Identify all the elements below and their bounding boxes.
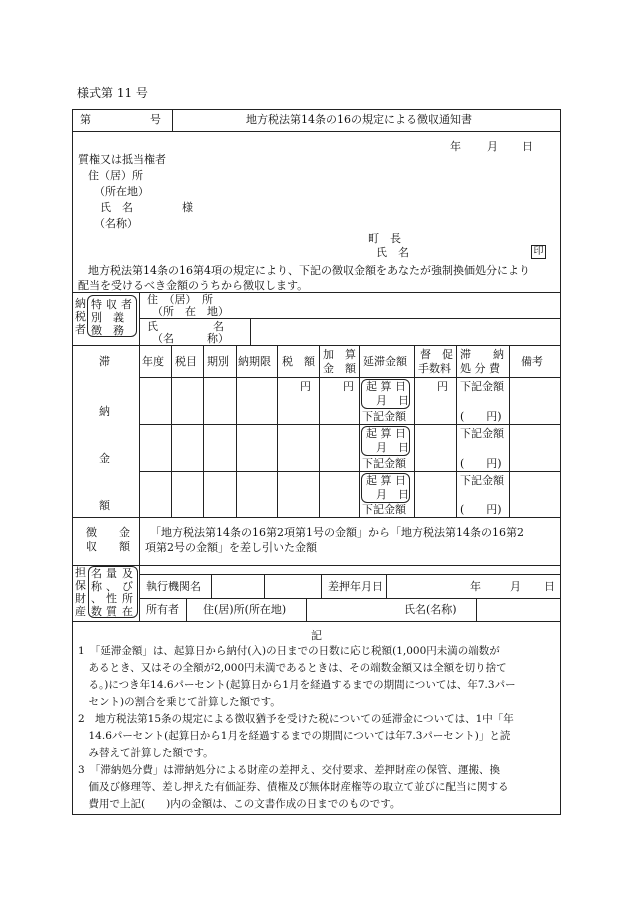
divider (250, 318, 251, 345)
collateral-inner-label: 性 (106, 592, 117, 605)
divider (139, 574, 561, 575)
yen-unit: 円 (343, 380, 354, 393)
collateral-label: 財 (75, 592, 86, 605)
divider (211, 574, 212, 598)
divider (139, 598, 561, 599)
divider (277, 345, 278, 517)
note-line: あるとき、又はその全額が2,000円未満であるときは、その端数金額又は全額を切り捨て (78, 662, 507, 674)
column-header: 手数料 (418, 362, 451, 375)
collateral-inner-label: 、 (91, 592, 102, 605)
note-line: 価及び修理等、差し押えた有価証券、債権及び無体財産権等の取立て並びに配当に関する (78, 781, 509, 793)
special-obligor-label: 務 (113, 324, 124, 337)
taxpayer-address-note: （所 在 地） (152, 305, 229, 318)
column-header: 督 促 (420, 348, 453, 361)
addressee-address-note: （所在地） (94, 185, 149, 198)
collateral-inner-label: び (122, 580, 133, 593)
addressee-name-note: （名称） (94, 217, 138, 230)
note-line: 1 「延滞金額」は、起算日から納付(入)の日までの日数に応じ税額(1,000円未満の端数が (78, 645, 500, 657)
start-date-label: 起 算 日 (366, 474, 406, 487)
below-amount-label: 下記金額 (460, 474, 504, 487)
collection-text: 項第2号の金額」を差し引いた金額 (145, 541, 317, 554)
divider (72, 565, 561, 566)
note-line: 14.6パーセント(起算日から1月を経過するまでの期間については年7.3パーセント)」と読 (78, 730, 511, 742)
taxpayer-label: 者 (75, 323, 86, 336)
addressee-title: 質権又は抵当権者 (78, 153, 166, 166)
collateral-label: 産 (75, 605, 86, 618)
below-amount-yen: ( 円) (460, 410, 502, 423)
divider (306, 598, 307, 621)
executing-agency-label: 執行機関名 (146, 580, 201, 593)
taxpayer-address-label: 住 （居） 所 (147, 293, 213, 306)
collateral-inner-label: 名 (91, 567, 102, 580)
issuer-town-chief: 町 長 (368, 232, 401, 245)
start-date-label: 起 算 日 (366, 380, 406, 393)
start-date-label: 起 算 日 (366, 427, 406, 440)
divider (186, 598, 187, 621)
collateral-inner-label: 質 (106, 605, 117, 618)
below-amount-yen: ( 円) (460, 457, 502, 470)
owner-name-label: 氏名(名称) (404, 603, 457, 616)
month-day-label: 月 日 (376, 394, 409, 407)
taxpayer-name-label: 氏 名 (147, 320, 224, 333)
delinquent-label: 納 (99, 405, 110, 418)
below-amount-label: 下記金額 (362, 457, 406, 470)
divider (321, 574, 322, 598)
divider (203, 345, 204, 517)
collection-text: 「地方税法第14条の16第2項第1号の金額」から「地方税法第14条の16第2 (150, 526, 524, 539)
divider (139, 292, 140, 621)
addressee-honorific: 様 (182, 201, 193, 214)
column-header: 金 額 (323, 362, 356, 375)
collateral-inner-label: 及 (122, 567, 133, 580)
collection-label: 徴 金 (86, 526, 130, 539)
collateral-inner-label: 所 (122, 592, 133, 605)
collateral-inner-label: 、 (106, 580, 117, 593)
below-amount-yen: ( 円) (460, 503, 502, 516)
divider (386, 574, 387, 598)
notes-title: 記 (311, 629, 322, 642)
addressee-address-label: 住（居）所 (88, 169, 143, 182)
body-text-line: 配当を受けるべき金額のうちから徴収します。 (78, 279, 309, 292)
delinquent-label: 滞 (99, 355, 110, 368)
column-header: 延滞金額 (363, 355, 407, 368)
month-day-label: 月 日 (376, 441, 409, 454)
special-obligor-label: 別 (91, 311, 102, 324)
divider (319, 345, 320, 517)
column-header: 税 額 (282, 355, 315, 368)
collateral-label: 保 (75, 579, 86, 592)
divider (476, 598, 477, 621)
delinquent-label: 金 (99, 452, 110, 465)
special-obligor-label: 者 (121, 298, 132, 311)
divider (72, 621, 561, 622)
note-line: 費用で上記( )内の金額は、この文書作成の日までのものです。 (78, 798, 401, 810)
note-line: 2 地方税法第15条の規定による徴収猶予を受けた税についての延滞金については、1中「年 (78, 713, 514, 725)
column-header: 年度 (142, 355, 164, 368)
special-obligor-label: 徴 (91, 324, 102, 337)
divider (72, 517, 561, 518)
owner-label: 所有者 (146, 603, 179, 616)
column-header: 加 算 (323, 348, 356, 361)
below-amount-label: 下記金額 (362, 503, 406, 516)
divider (509, 345, 510, 517)
form-number: 様式第 11 号 (77, 86, 148, 100)
number-suffix: 号 (150, 113, 161, 126)
addressee-name-label: 氏 名 (100, 201, 133, 214)
body-text-line: 地方税法第14条の16第4項の規定により、下記の徴収金額をあなたが強制換価処分により (88, 264, 530, 277)
divider (171, 345, 172, 517)
divider (72, 131, 561, 132)
special-obligor-label: 義 (113, 311, 124, 324)
divider (359, 345, 360, 517)
below-amount-label: 下記金額 (362, 410, 406, 423)
form-title: 地方税法第14条の16の規定による徴収通知書 (246, 113, 472, 126)
date-day-label: 日 (522, 140, 533, 153)
note-line: る。)につき年14.6パーセント(起算日から1月を経過するまでの期間については、年7.3パー (78, 679, 516, 691)
divider (172, 109, 173, 131)
taxpayer-label: 税 (75, 310, 86, 323)
note-line: 3 「滞納処分費」は滞納処分による財産の差押え、交付要求、差押財産の保管、運搬、換 (78, 764, 501, 776)
column-header: 滞 納 (460, 348, 504, 361)
special-obligor-label: 特 (91, 298, 102, 311)
collateral-inner-label: 称 (91, 580, 102, 593)
column-header: 期別 (207, 355, 229, 368)
taxpayer-name-note: （名 称） (152, 332, 229, 345)
column-header: 税目 (175, 355, 197, 368)
divider (236, 345, 237, 517)
date-month-label: 月 (487, 140, 498, 153)
divider (414, 345, 415, 517)
issuer-name-label: 氏 名 (376, 246, 409, 259)
yen-unit: 円 (437, 380, 448, 393)
column-header: 納期限 (238, 355, 271, 368)
column-header: 備考 (521, 355, 543, 368)
date-month-label: 月 (510, 580, 521, 593)
owner-address-label: 住(居)所(所在地) (203, 603, 287, 616)
collection-label: 収 額 (86, 540, 130, 553)
delinquent-label: 額 (99, 499, 110, 512)
month-day-label: 月 日 (376, 488, 409, 501)
note-line: み替えて計算した額です。 (78, 747, 214, 759)
collateral-inner-label: 数 (91, 605, 102, 618)
collateral-inner-label: 量 (106, 567, 117, 580)
date-year-label: 年 (450, 140, 461, 153)
divider (264, 574, 265, 598)
yen-unit: 円 (300, 380, 311, 393)
special-obligor-label: 収 (106, 298, 117, 311)
divider (72, 345, 561, 346)
collateral-inner-label: 在 (122, 605, 133, 618)
seizure-date-label: 差押年月日 (328, 580, 383, 593)
below-amount-label: 下記金額 (460, 380, 504, 393)
date-year-label: 年 (470, 580, 481, 593)
collateral-label: 担 (75, 566, 86, 579)
number-label: 第 (80, 113, 91, 126)
below-amount-label: 下記金額 (460, 427, 504, 440)
divider (456, 345, 457, 517)
date-day-label: 日 (544, 580, 555, 593)
seal-mark: 印 (531, 245, 546, 259)
taxpayer-label: 納 (75, 297, 86, 310)
column-header: 処 分 費 (460, 362, 500, 375)
note-line: セント)の割合を乗じて計算した額です。 (78, 696, 281, 708)
